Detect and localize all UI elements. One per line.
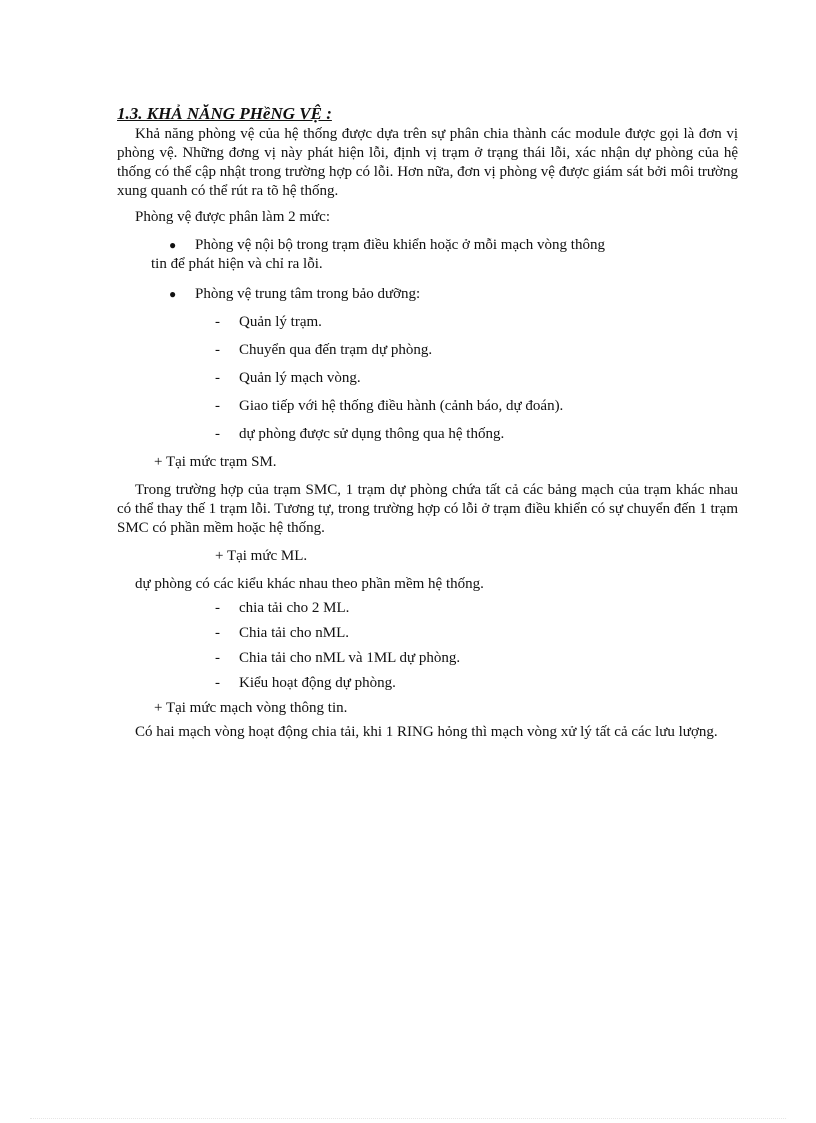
dash-icon: - [215, 342, 220, 358]
dash-icon: - [215, 650, 220, 666]
smc-paragraph: Trong trường hợp của trạm SMC, 1 trạm dự phòng chứa tất cả các bảng mạch của trạm khác nhau có thể thay thế 1 trạm lỗi. Tương tự, trong trường hợp có lỗi ở trạm điều khiển có sự chuyển đến 1 trạm SMC có phần mềm hoặc hệ thống. [117, 482, 738, 536]
list-item-text: Quản lý mạch vòng. [239, 370, 361, 386]
list-item-text: Chia tải cho nML và 1ML dự phòng. [239, 650, 461, 666]
list-item [117, 649, 738, 668]
list-item [117, 369, 738, 388]
dash-icon: - [215, 314, 220, 330]
levels-list [117, 236, 738, 304]
list-item [117, 313, 738, 332]
ring-level-heading: + Tại mức mạch vòng thông tin. [154, 700, 348, 716]
list-item [117, 341, 738, 360]
levels-intro: Phòng vệ được phân làm 2 mức: [135, 209, 330, 225]
bullet-icon: ● [169, 287, 177, 301]
list-item [117, 624, 738, 643]
dash-icon: - [215, 600, 220, 616]
list-item-internal-defense [117, 236, 738, 274]
dash-icon: - [215, 398, 220, 414]
list-item [117, 674, 738, 693]
bullet-text: Phòng vệ nội bộ trong trạm điều khiển hoặc ở mỗi mạch vòng thông [195, 237, 605, 253]
list-item [117, 397, 738, 416]
section-heading: 1.3. KHẢ NĂNG PHềNG VỆ : [117, 104, 332, 123]
list-item [117, 425, 738, 444]
list-item-text: Chia tải cho nML. [239, 625, 349, 641]
page-bottom-divider [30, 1118, 786, 1119]
list-item [117, 599, 738, 618]
ml-intro: dự phòng có các kiểu khác nhau theo phần mềm hệ thống. [135, 576, 484, 592]
dash-icon: - [215, 675, 220, 691]
intro-paragraph: Khả năng phòng vệ của hệ thống được dựa trên sự phân chia thành các module được gọi là đơn vị phòng vệ. Những đơng vị này phát hiện lỗi, định vị trạm ở trạng thái lỗi, xác nhận dự phòng của hệ thống có thể cập nhật trong trường hợp có lỗi. Hơn nữa, đơn vị phòng vệ được giám sát bởi môi trường xung quanh có thể rút ra tõ hệ thống. [117, 126, 738, 199]
dash-icon: - [215, 370, 220, 386]
list-item-text: Kiểu hoạt động dự phòng. [239, 675, 396, 691]
sm-level-heading: + Tại mức trạm SM. [154, 454, 277, 470]
bullet-text-continuation: tin để phát hiện và chỉ ra lỗi. [151, 256, 323, 272]
list-item-central-defense [117, 285, 738, 304]
ml-level-heading: + Tại mức ML. [215, 548, 308, 564]
central-defense-list [117, 313, 738, 444]
ring-paragraph: Có hai mạch vòng hoạt động chia tải, khi 1 RING hỏng thì mạch vòng xử lý tất cả các lưu lượng. [135, 724, 718, 740]
ml-list [117, 599, 738, 693]
list-item-text: Quản lý trạm. [239, 314, 322, 330]
dash-icon: - [215, 625, 220, 641]
bullet-text: Phòng vệ trung tâm trong bảo dưỡng: [195, 286, 421, 302]
bullet-icon: ● [169, 238, 177, 252]
list-item-text: dự phòng được sử dụng thông qua hệ thống. [239, 426, 505, 442]
document-page [117, 104, 738, 741]
list-item-text: Giao tiếp với hệ thống điều hành (cảnh báo, dự đoán). [239, 398, 564, 414]
list-item-text: chia tải cho 2 ML. [239, 600, 350, 616]
dash-icon: - [215, 426, 220, 442]
list-item-text: Chuyển qua đến trạm dự phòng. [239, 342, 433, 358]
